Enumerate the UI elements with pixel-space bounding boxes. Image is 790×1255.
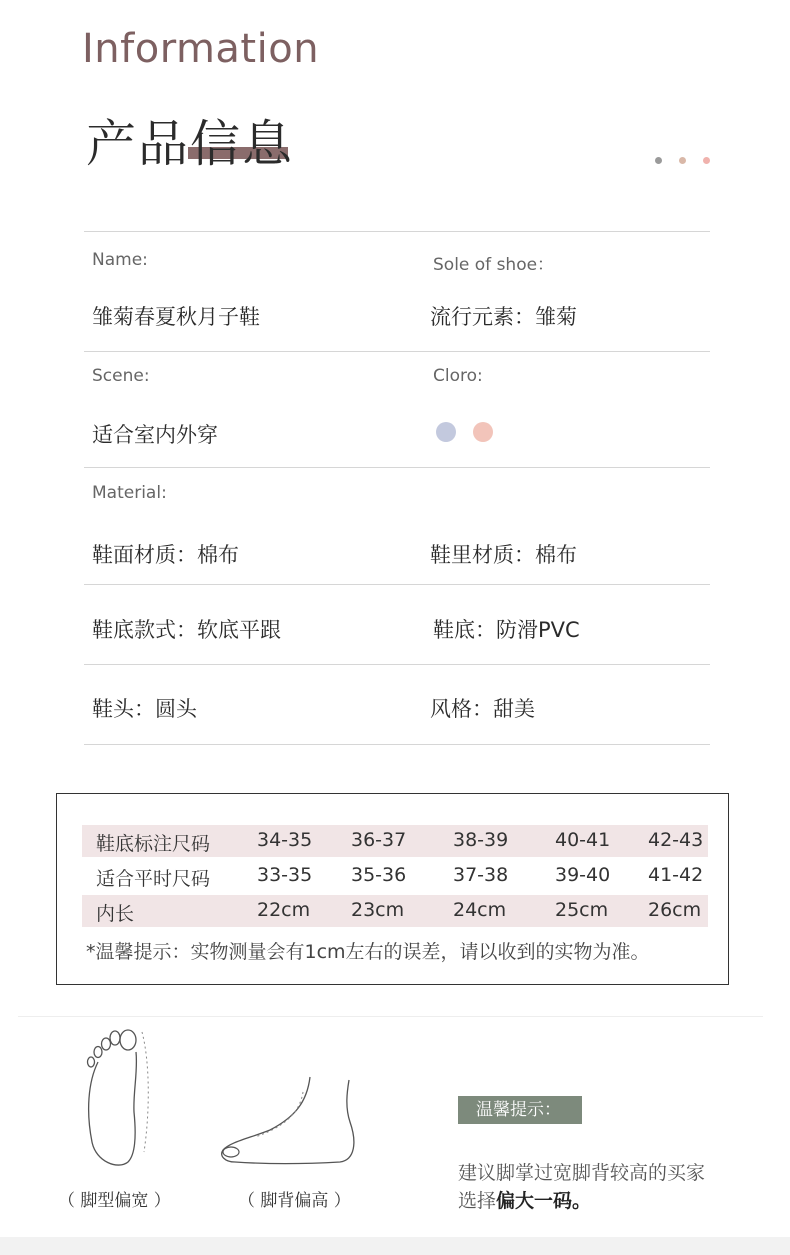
- size-cell: 36-37: [351, 829, 407, 851]
- row-label: 鞋底标注尺码: [96, 833, 211, 855]
- size-cell: 24cm: [453, 899, 507, 921]
- size-cell: 33-35: [257, 864, 313, 886]
- dot-pink: [703, 157, 710, 164]
- size-row-normal: [82, 860, 708, 892]
- wide-foot-icon: [78, 1022, 158, 1172]
- size-cell: 25cm: [555, 899, 609, 921]
- size-cell: 42-43: [648, 829, 704, 851]
- divider: [84, 467, 710, 468]
- scene-label: Scene:: [92, 366, 150, 386]
- sole-label: Sole of shoe：: [433, 255, 555, 275]
- tip-badge: 温馨提示：: [458, 1096, 582, 1124]
- product-info-title: 产品信息: [86, 115, 294, 173]
- name-label: Name:: [92, 250, 148, 270]
- measurement-note: *温馨提示：实物测量会有1cm左右的误差，请以收到的实物为准。: [86, 941, 650, 963]
- bottom-band: [0, 1237, 790, 1255]
- scene-value: 适合室内外穿: [92, 423, 218, 447]
- high-instep-caption: （ 脚背偏高 ）: [238, 1191, 351, 1211]
- dot-beige: [679, 157, 686, 164]
- tip-line-2: [458, 1186, 591, 1213]
- color-swatch-blue[interactable]: [436, 422, 456, 442]
- size-cell: 35-36: [351, 864, 407, 886]
- lining-material: 鞋里材质：棉布: [430, 543, 577, 567]
- information-heading: Information: [82, 26, 320, 72]
- decorative-dots: [655, 157, 715, 165]
- tip-line-2-prefix: 选择: [458, 1190, 497, 1212]
- size-cell: 34-35: [257, 829, 313, 851]
- size-cell: 40-41: [555, 829, 611, 851]
- size-cell: 37-38: [453, 864, 509, 886]
- style-value: 风格：甜美: [430, 697, 535, 721]
- divider: [84, 744, 710, 745]
- size-cell: 39-40: [555, 864, 611, 886]
- divider: [84, 231, 710, 232]
- dot-gray: [655, 157, 662, 164]
- sole-value: 流行元素：雏菊: [430, 305, 577, 329]
- sole-style: 鞋底款式：软底平跟: [92, 618, 281, 642]
- size-cell: 22cm: [257, 899, 311, 921]
- color-label: Cloro:: [433, 366, 483, 386]
- size-cell: 26cm: [648, 899, 702, 921]
- sole-material: 鞋底：防滑PVC: [433, 618, 580, 642]
- divider: [84, 351, 710, 352]
- row-label: 适合平时尺码: [96, 868, 211, 890]
- upper-material: 鞋面材质：棉布: [92, 543, 239, 567]
- divider: [84, 664, 710, 665]
- section-separator: [18, 1016, 763, 1017]
- tip-emphasis: 偏大一码。: [496, 1190, 592, 1212]
- tip-line-1: 建议脚掌过宽脚背较高的买家: [458, 1162, 706, 1184]
- high-instep-foot-icon: [215, 1072, 360, 1172]
- color-swatch-pink[interactable]: [473, 422, 493, 442]
- size-row-marked: [82, 825, 708, 857]
- size-cell: 41-42: [648, 864, 704, 886]
- row-label: 内长: [96, 903, 135, 925]
- toe-shape: 鞋头：圆头: [92, 697, 197, 721]
- name-value: 雏菊春夏秋月子鞋: [92, 305, 260, 329]
- wide-foot-caption: （ 脚型偏宽 ）: [58, 1191, 171, 1211]
- divider: [84, 584, 710, 585]
- size-row-inner-length: [82, 895, 708, 927]
- material-label: Material:: [92, 483, 167, 503]
- size-cell: 38-39: [453, 829, 509, 851]
- size-cell: 23cm: [351, 899, 405, 921]
